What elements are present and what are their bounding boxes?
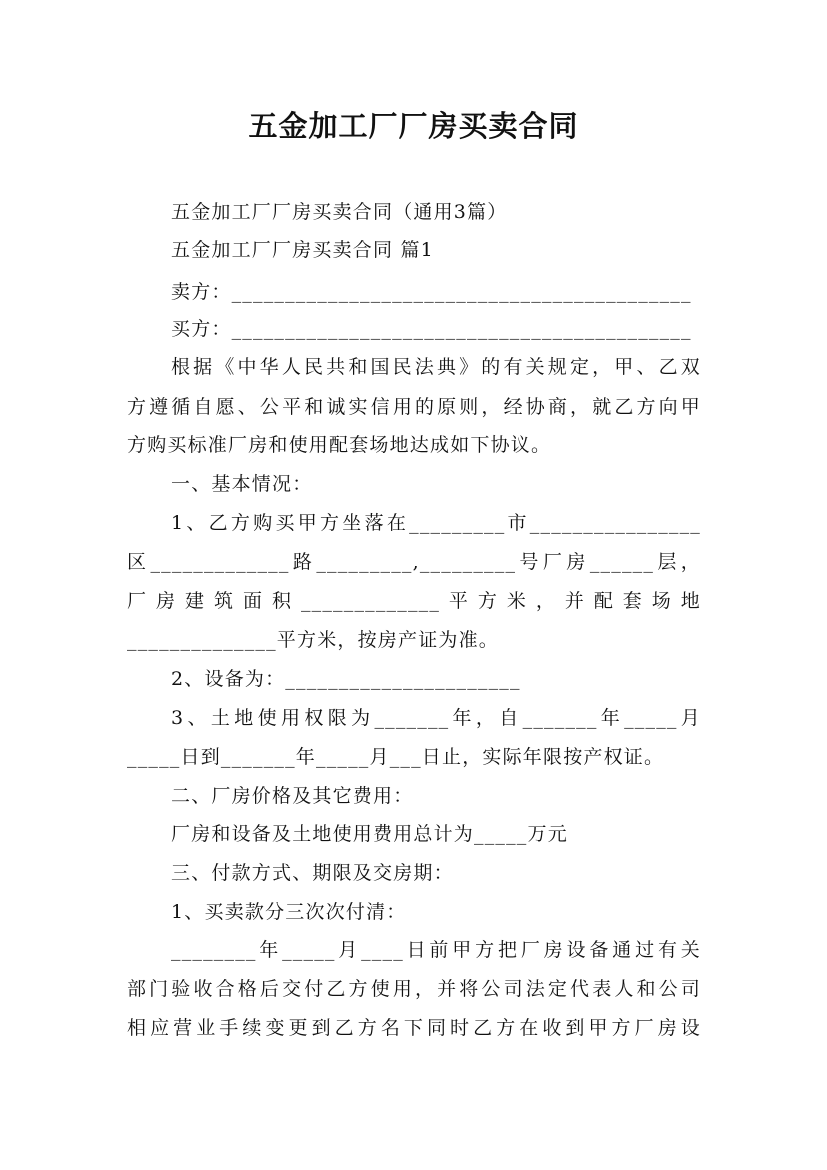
paragraph-line: 部门验收合格后交付乙方使用，并将公司法定代表人和公司 xyxy=(127,978,701,1000)
paragraph-line: 根据《中华人民共和国民法典》的有关规定，甲、乙双 xyxy=(171,356,701,378)
paragraph-line: 方遵循自愿、公平和诚实信用的原则，经协商，就乙方向甲 xyxy=(127,396,701,418)
clause-line: 厂房建筑面积_____________平方米，并配套场地 xyxy=(127,590,701,612)
clause-line: 1、买卖款分三次次付清： xyxy=(171,901,407,923)
clause-heading: 一、基本情况： xyxy=(171,473,313,495)
clause-line: 区_____________路_________,_________号厂房______层， xyxy=(127,551,701,573)
seller-line: 卖方：___________________________________________ xyxy=(171,281,692,303)
clause-line: 2、设备为：______________________ xyxy=(171,668,521,690)
paragraph-line: 相应营业手续变更到乙方名下同时乙方在收到甲方厂房设 xyxy=(127,1017,701,1039)
buyer-line: 买方：___________________________________________ xyxy=(171,318,692,340)
clause-line: ______________平方米，按房产证为准。 xyxy=(127,629,500,651)
clause-heading: 二、厂房价格及其它费用： xyxy=(171,785,414,807)
clause-line: 3、土地使用权限为_______年，自_______年_____月 xyxy=(171,707,701,729)
document-title: 五金加工厂厂房买卖合同 xyxy=(248,109,579,143)
paragraph-line: 方购买标准厂房和使用配套场地达成如下协议。 xyxy=(127,434,552,456)
paragraph-line: ________年_____月____日前甲方把厂房设备通过有关 xyxy=(171,939,701,961)
clause-heading: 三、付款方式、期限及交房期： xyxy=(171,862,454,884)
subtitle-line: 五金加工厂厂房买卖合同（通用3篇） xyxy=(171,201,508,223)
clause-line: 1、乙方购买甲方坐落在_________市________________ xyxy=(171,512,701,534)
clause-line: _____日到_______年_____月___日止，实际年限按产权证。 xyxy=(127,746,665,768)
section-heading: 五金加工厂厂房买卖合同 篇1 xyxy=(171,239,434,261)
clause-line: 厂房和设备及土地使用费用总计为_____万元 xyxy=(171,823,568,845)
